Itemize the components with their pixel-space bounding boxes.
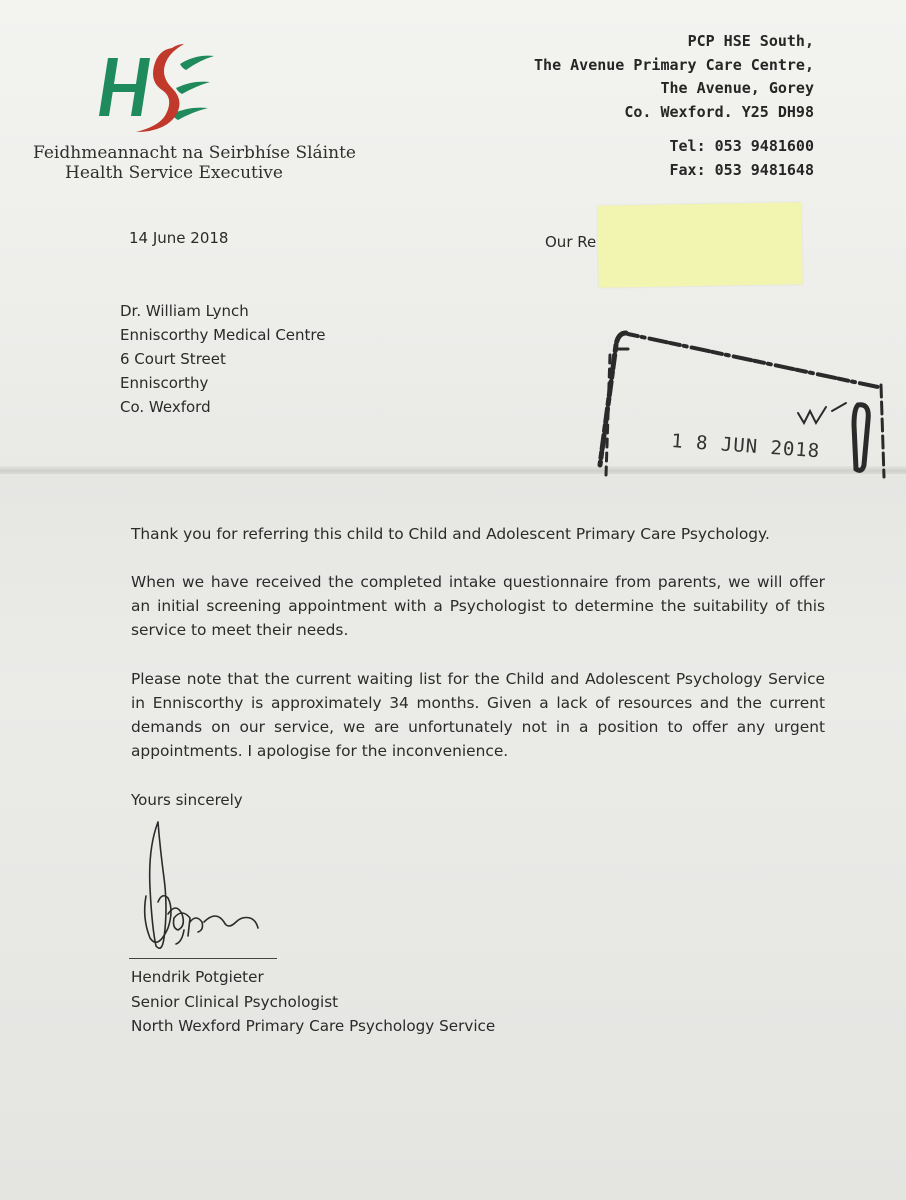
- body-paragraph: Please note that the current waiting list for the Child and Adolescent Psychology Service in Enniscorthy is approximately 34 months. Given a lack of resources and the current demands on our service, we are unfortunately not in a position to offer any urgent appointments. I apologise for the inconvenience.: [131, 670, 825, 760]
- signer-title: Senior Clinical Psychologist: [131, 992, 339, 1011]
- recipient-line: 6 Court Street: [120, 350, 226, 368]
- signer-name: Hendrik Potgieter: [131, 968, 264, 986]
- hse-name-english: Health Service Executive: [65, 163, 283, 183]
- body-paragraph: When we have received the completed intake questionnaire from parents, we will offer an initial screening appointment with a Psychologist to determine the suitability of this service to meet their needs.: [131, 573, 825, 639]
- stamp-date: 1 8 JUN 2018: [670, 430, 821, 463]
- recipient-address: [120, 299, 326, 419]
- closing-salutation: Yours sincerely: [131, 791, 243, 809]
- hse-logo: [96, 38, 226, 138]
- hse-name-irish: Feidhmeannacht na Seirbhíse Sláinte: [33, 143, 356, 163]
- signer-service: North Wexford Primary Care Psychology Service: [131, 1017, 496, 1035]
- handwritten-signature: [124, 818, 284, 963]
- fax: Fax: 053 9481648: [669, 160, 814, 179]
- letter-date: 14 June 2018: [129, 229, 229, 247]
- body-paragraph: Thank you for referring this child to Child and Adolescent Primary Care Psychology.: [131, 525, 770, 543]
- recipient-line: Co. Wexford: [120, 398, 211, 416]
- signer-block: [131, 965, 495, 1039]
- address-line: PCP HSE South,: [687, 32, 814, 50]
- redaction-sticky-note: [597, 202, 802, 288]
- signature-line: [129, 958, 277, 959]
- our-reference-label: Our Re: [545, 233, 597, 251]
- recipient-line: Enniscorthy Medical Centre: [120, 326, 326, 344]
- address-line: The Avenue, Gorey: [660, 79, 814, 97]
- address-line: Co. Wexford. Y25 DH98: [624, 102, 814, 121]
- sender-address: [534, 30, 814, 182]
- recipient-line: Enniscorthy: [120, 374, 209, 392]
- telephone: Tel: 053 9481600: [669, 137, 814, 155]
- recipient-line: Dr. William Lynch: [120, 302, 249, 320]
- address-line: The Avenue Primary Care Centre,: [534, 55, 814, 74]
